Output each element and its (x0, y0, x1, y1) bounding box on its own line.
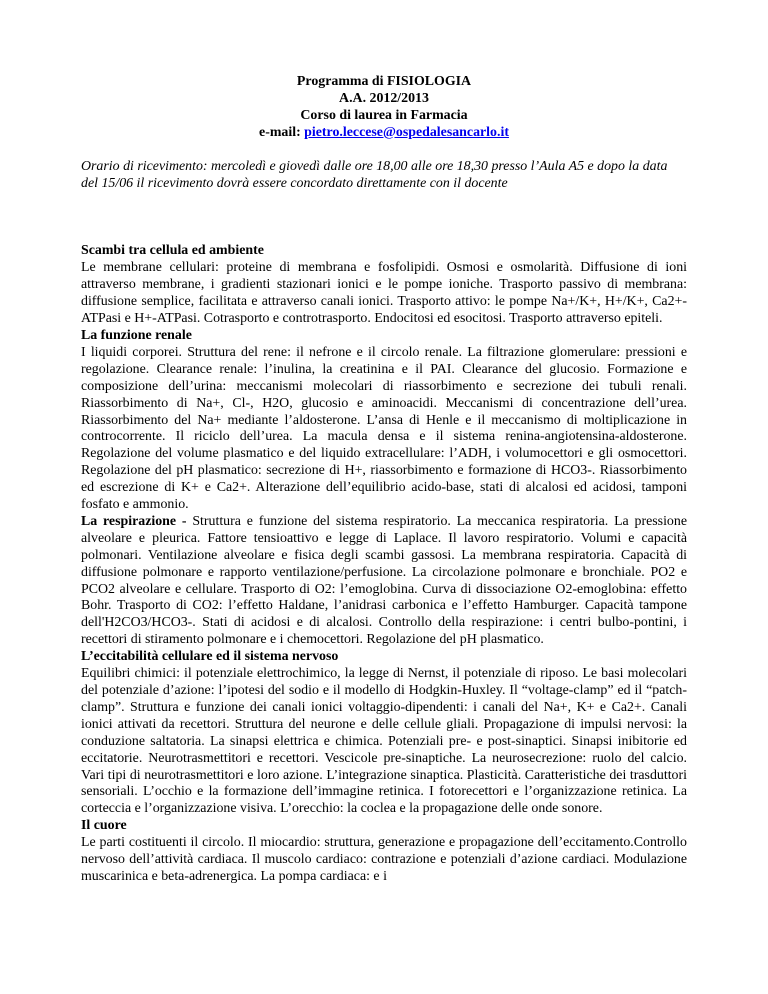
email-label: e-mail: (259, 124, 305, 140)
document-header (81, 74, 687, 142)
section-title-renale: La funzione renale (81, 327, 192, 343)
section-text-renale: I liquidi corporei. Struttura del rene: il nefrone e il circolo renale. La filtrazione glomerulare: pressioni e regolazione. Clearance renale: l’inulina, la creatinina e il PAI. Clearance del glucosio. Formazione e composizione dell’urina: meccanismi molecolari di riassorbimento e secrezione dei tubuli renali. Riassorbimento di Na+, Cl-, H2O, glucosio e aminoacidi. Meccanismi di concentrazione dell’urea. Riassorbimento del Na+ mediante l’aldosterone. L’ansa di Henle e il meccanismo di moltiplicazione in controcorrente. Il riciclo dell’urea. La macula densa e il sistema renina-angiotensina-aldosterone. Regolazione del volume plasmatico e del liquido extracellulare: l’ADH, i volumocettori e gli osmocettori. Regolazione del pH plasmatico: secrezione di H+, riassorbimento e formazione di HCO3-. Riassorbimento ed escrezione di K+ e Ca2+. Alterazione dell’equilibrio acido-base, stati di alcalosi ed acidosi, tamponi fosfato e ammonio. (81, 344, 687, 513)
section-respirazione (81, 514, 687, 649)
document-page (81, 74, 687, 886)
section-title-cuore: Il cuore (81, 818, 127, 834)
section-text-scambi: Le membrane cellulari: proteine di membrana e fosfolipidi. Osmosi e osmolarità. Diffusione di ioni attraverso membrane, i gradienti stazionari ionici e le pompe ioniche. Trasporto passivo di membrana: diffusione semplice, facilitata e attraverso canali ionici. Trasporto attivo: le pompe Na+/K+, H+/K+, Ca2+-ATPasi e H+-ATPasi. Cotrasporto e controtrasporto. Endocitosi ed esocitosi. Trasporto attraverso epiteli. (81, 260, 687, 327)
office-hours: Orario di ricevimento: mercoledì e giovedì dalle ore 18,00 alle ore 18,30 presso l’Aula A5 e dopo la data del 15/06 il ricevimento dovrà essere concordato direttamente con il docente (81, 158, 668, 191)
section-text-cuore: Le parti costituenti il circolo. Il miocardio: struttura, generazione e propagazione dell’eccitamento.Controllo nervoso dell’attività cardiaca. Il muscolo cardiaco: contrazione e potenziali d’azione cardiaci. Modulazione muscarinica e beta-adrenergica. La pompa cardiaca: e i (81, 835, 687, 884)
section-text-eccitabilita: Equilibri chimici: il potenziale elettrochimico, la legge di Nernst, il potenziale di riposo. Le basi molecolari del potenziale d’azione: l’ipotesi del sodio e il modello di Hodgkin-Huxley. Il “voltage-clamp” ed il “patch-clamp”. Struttura e funzione dei canali ionici voltaggio-dipendenti: i canali del Na+, K+ e Ca2+. Canali ionici attivati da recettori. Struttura del neurone e delle cellule gliali. Propagazione di impulsi nervosi: la conduzione saltatoria. La sinapsi elettrica e chimica. Potenziali pre- e post-sinaptici. Sinapsi inibitorie ed eccitatorie. Neurotrasmettitori e recettori. Vescicole pre-sinaptiche. La neurosecrezione: ruolo del calcio. Vari tipi di neurotrasmettitori e loro azione. L’integrazione sinaptica. Plasticità. Caratteristiche dei trasduttori sensoriali. L’occhio e la formazione dell’immagine retinica. I fotorecettori e l’organizzazione retinica. La corteccia e l’organizzazione visiva. L’orecchio: la coclea e la propagazione delle onde sonore. (81, 666, 687, 817)
section-title-respirazione: La respirazione - (81, 513, 187, 529)
email-line (81, 125, 687, 142)
section-title-eccitabilita: L’eccitabilità cellulare ed il sistema nervoso (81, 649, 339, 665)
degree-course: Corso di laurea in Farmacia (300, 107, 468, 123)
section-title-scambi: Scambi tra cellula ed ambiente (81, 243, 264, 259)
section-text-respirazione: Struttura e funzione del sistema respiratorio. La meccanica respiratoria. La pressione alveolare e pleurica. Fattore tensioattivo e legge di Laplace. Il lavoro respiratorio. Volumi e capacità polmonari. Ventilazione alveolare e fisica degli scambi gassosi. La membrana respiratoria. Capacità di diffusione polmonare e rapporto ventilazione/perfusione. La circolazione polmonare e bronchiale. PO2 e PCO2 alveolare e cellulare. Trasporto di O2: l’emoglobina. Curva di dissociazione O2-emoglobina: effetto Bohr. Trasporto di CO2: l’effetto Haldane, l’anidrasi carbonica e l’effetto Hamburger. Capacità tampone dell'H2CO3/HCO3-. Stati di acidosi e di alcalosi. Controllo della respirazione: i centri bulbo-pontini, i recettori di stiramento polmonare e i chemocettori. Regolazione del pH plasmatico. (81, 513, 687, 648)
academic-year: A.A. 2012/2013 (339, 90, 429, 106)
course-title: Programma di FISIOLOGIA (296, 74, 472, 89)
email-link[interactable]: pietro.leccese@ospedalesancarlo.it (304, 124, 509, 140)
